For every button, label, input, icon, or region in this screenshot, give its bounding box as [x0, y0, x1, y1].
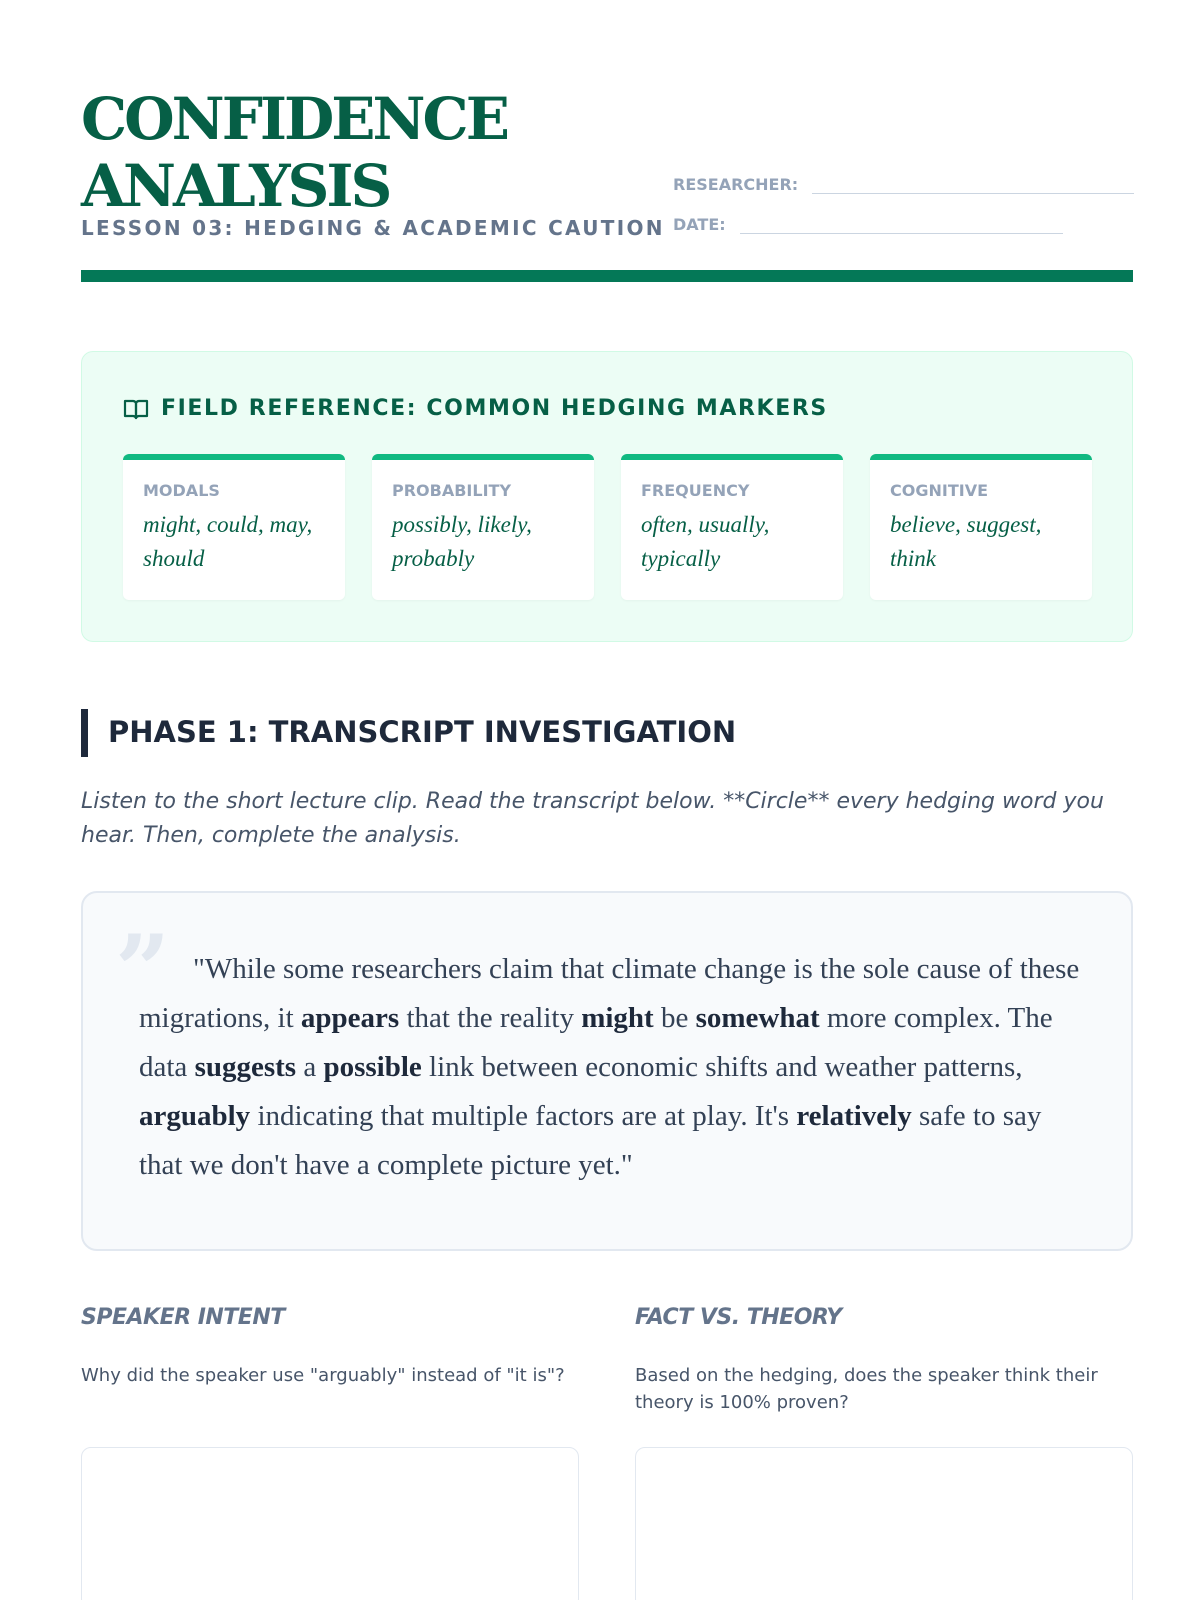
date-row	[673, 214, 1063, 234]
transcript-segment: link between economic shifts and weather patterns,	[421, 1051, 1023, 1083]
marker-card-label: MODALS	[143, 481, 220, 500]
field-reference-title: FIELD REFERENCE: COMMON HEDGING MARKERS	[161, 396, 828, 421]
marker-card-modals	[123, 454, 345, 600]
researcher-field[interactable]	[812, 174, 1134, 194]
hedging-word: might	[581, 1002, 654, 1034]
phase-instructions: Listen to the short lecture clip. Read the transcript below. **Circle** every hedging word you hear. Then, complete the analysis.	[81, 789, 1104, 848]
transcript-segment: a	[296, 1051, 324, 1083]
question-text: Based on the hedging, does the speaker think their theory is 100% proven?	[635, 1365, 1098, 1413]
quote-mark-icon: ”	[115, 914, 171, 1027]
hedging-word: somewhat	[695, 1002, 820, 1034]
header-divider	[81, 270, 1133, 282]
marker-card-label: COGNITIVE	[890, 481, 988, 500]
transcript-segment: indicating that multiple factors are at play. It's	[250, 1100, 797, 1132]
marker-card-frequency	[621, 454, 843, 600]
open-book-icon	[123, 397, 149, 421]
transcript-segment: "While some researchers claim that climate change is the sole cause of these migrations, it	[139, 953, 1080, 1034]
transcript-segment: safe to say that we don't have a complete picture yet."	[139, 1100, 1042, 1181]
hedging-word: appears	[300, 1002, 400, 1034]
marker-card-terms: possibly, likely, probably	[392, 512, 532, 571]
transcript-segment: that the reality	[399, 1002, 582, 1034]
answer-box-speaker-intent[interactable]	[81, 1447, 579, 1600]
field-reference-heading	[123, 396, 828, 421]
question-heading: SPEAKER INTENT	[81, 1305, 285, 1330]
transcript-segment: be	[653, 1002, 696, 1034]
hedging-word: possible	[323, 1051, 422, 1083]
marker-card-cognitive	[870, 454, 1092, 600]
marker-card-terms: believe, suggest, think	[890, 512, 1042, 571]
date-label: DATE:	[673, 215, 726, 234]
marker-card-terms: often, usually, typically	[641, 512, 770, 571]
question-speaker-intent	[81, 1305, 579, 1389]
transcript-text	[139, 945, 1089, 1190]
lesson-subtitle: LESSON 03: HEDGING & ACADEMIC CAUTION	[81, 216, 665, 240]
question-text: Why did the speaker use "arguably" instead of "it is"?	[81, 1365, 565, 1386]
marker-card-label: PROBABILITY	[392, 481, 512, 500]
transcript-segment: more complex. The data	[139, 1002, 1053, 1083]
question-heading: FACT VS. THEORY	[635, 1305, 842, 1330]
question-fact-vs-theory	[635, 1305, 1133, 1416]
hedging-word: arguably	[139, 1100, 251, 1132]
phase-accent-bar	[81, 709, 88, 757]
answer-box-fact-vs-theory[interactable]	[635, 1447, 1133, 1600]
page-title: CONFIDENCE ANALYSIS	[81, 85, 507, 220]
field-reference-panel	[81, 351, 1133, 642]
researcher-label: RESEARCHER:	[673, 175, 799, 194]
marker-cards	[123, 454, 1092, 600]
transcript-box	[81, 891, 1133, 1251]
phase-title: PHASE 1: TRANSCRIPT INVESTIGATION	[108, 715, 737, 749]
hedging-word: suggests	[194, 1051, 297, 1083]
date-field[interactable]	[740, 214, 1063, 234]
worksheet-page	[81, 0, 1133, 1600]
marker-card-terms: might, could, may, should	[143, 512, 313, 571]
marker-card-probability	[372, 454, 594, 600]
hedging-word: relatively	[796, 1100, 912, 1132]
marker-card-label: FREQUENCY	[641, 481, 750, 500]
researcher-row	[673, 174, 1134, 194]
